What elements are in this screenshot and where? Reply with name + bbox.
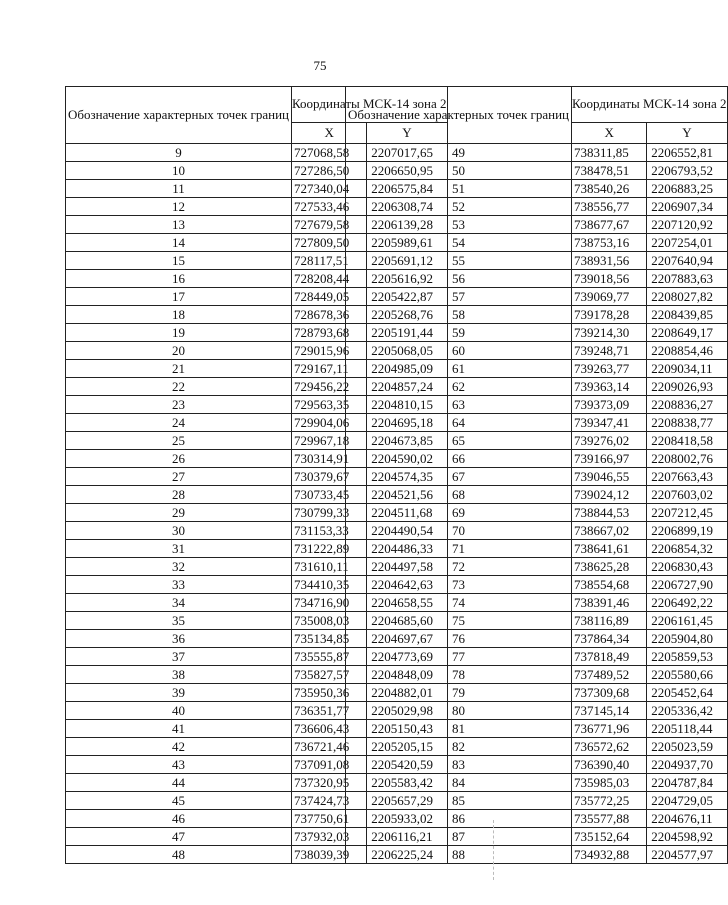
point-number-cell: 69 <box>346 504 572 522</box>
point-number-cell: 41 <box>66 720 292 738</box>
x-coordinate-cell: 737932,03 <box>292 828 367 846</box>
y-coordinate-cell: 2206830,43 <box>647 558 727 576</box>
y-coordinate-cell: 2205150,43 <box>367 720 447 738</box>
point-number-cell: 26 <box>66 450 292 468</box>
header-coords-label: Координаты МСК-14 зона 2 <box>572 87 728 123</box>
y-coordinate-cell: 2205989,61 <box>367 234 447 252</box>
point-number-cell: 25 <box>66 432 292 450</box>
x-coordinate-cell: 738625,28 <box>572 558 647 576</box>
x-coordinate-cell: 730799,33 <box>292 504 367 522</box>
x-coordinate-cell: 729167,11 <box>292 360 367 378</box>
point-number-cell: 29 <box>66 504 292 522</box>
table-row <box>346 828 728 846</box>
x-coordinate-cell: 738677,67 <box>572 216 647 234</box>
y-coordinate-cell: 2206907,34 <box>647 198 727 216</box>
x-coordinate-cell: 735152,64 <box>572 828 647 846</box>
point-number-cell: 50 <box>346 162 572 180</box>
y-coordinate-cell: 2205904,80 <box>647 630 727 648</box>
table-row <box>346 576 728 594</box>
point-number-cell: 48 <box>66 846 292 864</box>
table-row <box>346 450 728 468</box>
y-coordinate-cell: 2204685,60 <box>367 612 447 630</box>
x-coordinate-cell: 734932,88 <box>572 846 647 864</box>
y-coordinate-cell: 2204787,84 <box>647 774 727 792</box>
y-coordinate-cell: 2207883,63 <box>647 270 727 288</box>
table-row <box>346 522 728 540</box>
table-row <box>346 558 728 576</box>
header-point-label: Обозначение характерных точек границ <box>346 87 572 144</box>
y-coordinate-cell: 2206116,21 <box>367 828 447 846</box>
x-coordinate-cell: 729967,18 <box>292 432 367 450</box>
point-number-cell: 28 <box>66 486 292 504</box>
point-number-cell: 86 <box>346 810 572 828</box>
y-coordinate-cell: 2205691,12 <box>367 252 447 270</box>
point-number-cell: 77 <box>346 648 572 666</box>
y-coordinate-cell: 2204697,67 <box>367 630 447 648</box>
y-coordinate-cell: 2205859,53 <box>647 648 727 666</box>
header-x-label: X <box>572 122 647 143</box>
x-coordinate-cell: 737309,68 <box>572 684 647 702</box>
y-coordinate-cell: 2204673,85 <box>367 432 447 450</box>
y-coordinate-cell: 2204574,35 <box>367 468 447 486</box>
y-coordinate-cell: 2209026,93 <box>647 378 727 396</box>
y-coordinate-cell: 2204773,69 <box>367 648 447 666</box>
y-coordinate-cell: 2206793,52 <box>647 162 727 180</box>
y-coordinate-cell: 2205580,66 <box>647 666 727 684</box>
x-coordinate-cell: 738556,77 <box>572 198 647 216</box>
x-coordinate-cell: 737320,95 <box>292 774 367 792</box>
x-coordinate-cell: 739024,12 <box>572 486 647 504</box>
x-coordinate-cell: 730314,91 <box>292 450 367 468</box>
x-coordinate-cell: 737818,49 <box>572 648 647 666</box>
table-row <box>346 810 728 828</box>
table-row <box>346 846 728 864</box>
x-coordinate-cell: 738753,16 <box>572 234 647 252</box>
x-coordinate-cell: 738844,53 <box>572 504 647 522</box>
point-number-cell: 51 <box>346 180 572 198</box>
y-coordinate-cell: 2204642,63 <box>367 576 447 594</box>
point-number-cell: 73 <box>346 576 572 594</box>
x-coordinate-cell: 738478,51 <box>572 162 647 180</box>
page-number: 75 <box>313 58 327 73</box>
table-row <box>346 594 728 612</box>
y-coordinate-cell: 2204658,55 <box>367 594 447 612</box>
y-coordinate-cell: 2204521,56 <box>367 486 447 504</box>
point-number-cell: 22 <box>66 378 292 396</box>
x-coordinate-cell: 735772,25 <box>572 792 647 810</box>
table-row <box>346 378 728 396</box>
header-x-label: X <box>292 122 367 143</box>
point-number-cell: 24 <box>66 414 292 432</box>
x-coordinate-cell: 739347,41 <box>572 414 647 432</box>
point-number-cell: 58 <box>346 306 572 324</box>
point-number-cell: 16 <box>66 270 292 288</box>
x-coordinate-cell: 735008,03 <box>292 612 367 630</box>
y-coordinate-cell: 2204937,70 <box>647 756 727 774</box>
point-number-cell: 52 <box>346 198 572 216</box>
point-number-cell: 39 <box>66 684 292 702</box>
point-number-cell: 54 <box>346 234 572 252</box>
y-coordinate-cell: 2206650,95 <box>367 162 447 180</box>
y-coordinate-cell: 2208836,27 <box>647 396 727 414</box>
x-coordinate-cell: 739214,30 <box>572 324 647 342</box>
table-row <box>346 414 728 432</box>
y-coordinate-cell: 2207120,92 <box>647 216 727 234</box>
x-coordinate-cell: 727809,50 <box>292 234 367 252</box>
x-coordinate-cell: 736606,43 <box>292 720 367 738</box>
point-number-cell: 65 <box>346 432 572 450</box>
header-coords-label: Координаты МСК-14 зона 2 <box>292 87 448 123</box>
table-row <box>346 648 728 666</box>
x-coordinate-cell: 735950,36 <box>292 684 367 702</box>
point-number-cell: 46 <box>66 810 292 828</box>
point-number-cell: 43 <box>66 756 292 774</box>
y-coordinate-cell: 2207603,02 <box>647 486 727 504</box>
point-number-cell: 19 <box>66 324 292 342</box>
y-coordinate-cell: 2204848,09 <box>367 666 447 684</box>
point-number-cell: 12 <box>66 198 292 216</box>
table-row <box>346 540 728 558</box>
table-row <box>346 288 728 306</box>
y-coordinate-cell: 2207212,45 <box>647 504 727 522</box>
point-number-cell: 79 <box>346 684 572 702</box>
point-number-cell: 71 <box>346 540 572 558</box>
y-coordinate-cell: 2206139,28 <box>367 216 447 234</box>
table-row <box>346 180 728 198</box>
x-coordinate-cell: 735577,88 <box>572 810 647 828</box>
point-number-cell: 21 <box>66 360 292 378</box>
table-row <box>346 432 728 450</box>
point-number-cell: 30 <box>66 522 292 540</box>
point-number-cell: 23 <box>66 396 292 414</box>
point-number-cell: 74 <box>346 594 572 612</box>
x-coordinate-cell: 739276,02 <box>572 432 647 450</box>
point-number-cell: 66 <box>346 450 572 468</box>
point-number-cell: 10 <box>66 162 292 180</box>
table-row <box>346 792 728 810</box>
point-number-cell: 33 <box>66 576 292 594</box>
point-number-cell: 55 <box>346 252 572 270</box>
point-number-cell: 67 <box>346 468 572 486</box>
x-coordinate-cell: 728117,51 <box>292 252 367 270</box>
header-point-label: Обозначение характерных точек границ <box>66 87 292 144</box>
point-number-cell: 42 <box>66 738 292 756</box>
x-coordinate-cell: 739248,71 <box>572 342 647 360</box>
y-coordinate-cell: 2204598,92 <box>647 828 727 846</box>
x-coordinate-cell: 737424,73 <box>292 792 367 810</box>
x-coordinate-cell: 739018,56 <box>572 270 647 288</box>
x-coordinate-cell: 739373,09 <box>572 396 647 414</box>
point-number-cell: 14 <box>66 234 292 252</box>
point-number-cell: 80 <box>346 702 572 720</box>
header-y-label: Y <box>647 122 727 143</box>
x-coordinate-cell: 739166,97 <box>572 450 647 468</box>
y-coordinate-cell: 2204857,24 <box>367 378 447 396</box>
point-number-cell: 17 <box>66 288 292 306</box>
y-coordinate-cell: 2207017,65 <box>367 144 447 162</box>
table-row <box>346 306 728 324</box>
y-coordinate-cell: 2205616,92 <box>367 270 447 288</box>
x-coordinate-cell: 739363,14 <box>572 378 647 396</box>
table-row <box>346 486 728 504</box>
point-number-cell: 53 <box>346 216 572 234</box>
y-coordinate-cell: 2208002,76 <box>647 450 727 468</box>
table-row <box>346 198 728 216</box>
x-coordinate-cell: 738641,61 <box>572 540 647 558</box>
y-coordinate-cell: 2205452,64 <box>647 684 727 702</box>
point-number-cell: 44 <box>66 774 292 792</box>
point-number-cell: 88 <box>346 846 572 864</box>
table-row <box>346 720 728 738</box>
y-coordinate-cell: 2207663,43 <box>647 468 727 486</box>
x-coordinate-cell: 739069,77 <box>572 288 647 306</box>
x-coordinate-cell: 735827,57 <box>292 666 367 684</box>
x-coordinate-cell: 736721,46 <box>292 738 367 756</box>
point-number-cell: 47 <box>66 828 292 846</box>
table-row <box>346 630 728 648</box>
y-coordinate-cell: 2206225,24 <box>367 846 447 864</box>
y-coordinate-cell: 2205657,29 <box>367 792 447 810</box>
point-number-cell: 84 <box>346 774 572 792</box>
x-coordinate-cell: 731153,33 <box>292 522 367 540</box>
x-coordinate-cell: 738540,26 <box>572 180 647 198</box>
y-coordinate-cell: 2204985,09 <box>367 360 447 378</box>
y-coordinate-cell: 2204577,97 <box>647 846 727 864</box>
point-number-cell: 78 <box>346 666 572 684</box>
y-coordinate-cell: 2208439,85 <box>647 306 727 324</box>
y-coordinate-cell: 2207640,94 <box>647 252 727 270</box>
coordinates-table-right <box>345 86 728 864</box>
y-coordinate-cell: 2204590,02 <box>367 450 447 468</box>
y-coordinate-cell: 2208838,77 <box>647 414 727 432</box>
y-coordinate-cell: 2204695,18 <box>367 414 447 432</box>
point-number-cell: 59 <box>346 324 572 342</box>
x-coordinate-cell: 737091,08 <box>292 756 367 774</box>
table-row <box>346 612 728 630</box>
table-row <box>346 342 728 360</box>
x-coordinate-cell: 738311,85 <box>572 144 647 162</box>
y-coordinate-cell: 2208027,82 <box>647 288 727 306</box>
x-coordinate-cell: 735985,03 <box>572 774 647 792</box>
point-number-cell: 11 <box>66 180 292 198</box>
point-number-cell: 40 <box>66 702 292 720</box>
x-coordinate-cell: 729563,35 <box>292 396 367 414</box>
y-coordinate-cell: 2208649,17 <box>647 324 727 342</box>
point-number-cell: 61 <box>346 360 572 378</box>
y-coordinate-cell: 2207254,01 <box>647 234 727 252</box>
table-row <box>346 360 728 378</box>
table-row <box>346 324 728 342</box>
point-number-cell: 13 <box>66 216 292 234</box>
point-number-cell: 15 <box>66 252 292 270</box>
x-coordinate-cell: 730733,45 <box>292 486 367 504</box>
x-coordinate-cell: 738554,68 <box>572 576 647 594</box>
x-coordinate-cell: 727286,50 <box>292 162 367 180</box>
point-number-cell: 68 <box>346 486 572 504</box>
point-number-cell: 81 <box>346 720 572 738</box>
table-row <box>346 234 728 252</box>
table-row <box>346 774 728 792</box>
table-row <box>346 738 728 756</box>
x-coordinate-cell: 736390,40 <box>572 756 647 774</box>
x-coordinate-cell: 737750,61 <box>292 810 367 828</box>
y-coordinate-cell: 2204810,15 <box>367 396 447 414</box>
y-coordinate-cell: 2206899,19 <box>647 522 727 540</box>
y-coordinate-cell: 2205336,42 <box>647 702 727 720</box>
table-row <box>346 144 728 162</box>
point-number-cell: 64 <box>346 414 572 432</box>
point-number-cell: 20 <box>66 342 292 360</box>
x-coordinate-cell: 736351,77 <box>292 702 367 720</box>
point-number-cell: 57 <box>346 288 572 306</box>
y-coordinate-cell: 2208418,58 <box>647 432 727 450</box>
header-y-label: Y <box>367 122 447 143</box>
y-coordinate-cell: 2205583,42 <box>367 774 447 792</box>
x-coordinate-cell: 738667,02 <box>572 522 647 540</box>
table-row <box>346 702 728 720</box>
point-number-cell: 49 <box>346 144 572 162</box>
point-number-cell: 63 <box>346 396 572 414</box>
point-number-cell: 36 <box>66 630 292 648</box>
point-number-cell: 76 <box>346 630 572 648</box>
y-coordinate-cell: 2206161,45 <box>647 612 727 630</box>
x-coordinate-cell: 730379,67 <box>292 468 367 486</box>
point-number-cell: 32 <box>66 558 292 576</box>
y-coordinate-cell: 2206575,84 <box>367 180 447 198</box>
point-number-cell: 56 <box>346 270 572 288</box>
x-coordinate-cell: 738116,89 <box>572 612 647 630</box>
x-coordinate-cell: 735134,85 <box>292 630 367 648</box>
y-coordinate-cell: 2206552,81 <box>647 144 727 162</box>
y-coordinate-cell: 2205118,44 <box>647 720 727 738</box>
x-coordinate-cell: 727340,04 <box>292 180 367 198</box>
x-coordinate-cell: 728449,05 <box>292 288 367 306</box>
point-number-cell: 72 <box>346 558 572 576</box>
y-coordinate-cell: 2205933,02 <box>367 810 447 828</box>
table-row <box>346 468 728 486</box>
x-coordinate-cell: 736572,62 <box>572 738 647 756</box>
scan-artifact-line <box>493 820 495 880</box>
x-coordinate-cell: 729015,96 <box>292 342 367 360</box>
point-number-cell: 35 <box>66 612 292 630</box>
y-coordinate-cell: 2204882,01 <box>367 684 447 702</box>
point-number-cell: 27 <box>66 468 292 486</box>
x-coordinate-cell: 727679,58 <box>292 216 367 234</box>
point-number-cell: 83 <box>346 756 572 774</box>
y-coordinate-cell: 2205268,76 <box>367 306 447 324</box>
table-row <box>346 162 728 180</box>
y-coordinate-cell: 2204490,54 <box>367 522 447 540</box>
y-coordinate-cell: 2205422,87 <box>367 288 447 306</box>
y-coordinate-cell: 2205420,59 <box>367 756 447 774</box>
table-row <box>346 504 728 522</box>
table-row <box>346 396 728 414</box>
point-number-cell: 34 <box>66 594 292 612</box>
y-coordinate-cell: 2205205,15 <box>367 738 447 756</box>
y-coordinate-cell: 2206492,22 <box>647 594 727 612</box>
x-coordinate-cell: 728208,44 <box>292 270 367 288</box>
point-number-cell: 38 <box>66 666 292 684</box>
y-coordinate-cell: 2204511,68 <box>367 504 447 522</box>
y-coordinate-cell: 2206727,90 <box>647 576 727 594</box>
y-coordinate-cell: 2204729,05 <box>647 792 727 810</box>
point-number-cell: 37 <box>66 648 292 666</box>
point-number-cell: 31 <box>66 540 292 558</box>
x-coordinate-cell: 728678,36 <box>292 306 367 324</box>
y-coordinate-cell: 2204486,33 <box>367 540 447 558</box>
point-number-cell: 45 <box>66 792 292 810</box>
table-row <box>346 252 728 270</box>
y-coordinate-cell: 2206308,74 <box>367 198 447 216</box>
x-coordinate-cell: 727068,58 <box>292 144 367 162</box>
x-coordinate-cell: 738039,39 <box>292 846 367 864</box>
x-coordinate-cell: 729904,06 <box>292 414 367 432</box>
x-coordinate-cell: 737145,14 <box>572 702 647 720</box>
table-row <box>346 684 728 702</box>
point-number-cell: 70 <box>346 522 572 540</box>
point-number-cell: 85 <box>346 792 572 810</box>
x-coordinate-cell: 738931,56 <box>572 252 647 270</box>
x-coordinate-cell: 739178,28 <box>572 306 647 324</box>
point-number-cell: 60 <box>346 342 572 360</box>
x-coordinate-cell: 728793,68 <box>292 324 367 342</box>
point-number-cell: 62 <box>346 378 572 396</box>
x-coordinate-cell: 727533,46 <box>292 198 367 216</box>
y-coordinate-cell: 2205029,98 <box>367 702 447 720</box>
x-coordinate-cell: 739263,77 <box>572 360 647 378</box>
point-number-cell: 87 <box>346 828 572 846</box>
y-coordinate-cell: 2208854,46 <box>647 342 727 360</box>
table-row <box>346 756 728 774</box>
x-coordinate-cell: 739046,55 <box>572 468 647 486</box>
x-coordinate-cell: 735555,87 <box>292 648 367 666</box>
point-number-cell: 82 <box>346 738 572 756</box>
y-coordinate-cell: 2206854,32 <box>647 540 727 558</box>
table-row <box>346 666 728 684</box>
point-number-cell: 9 <box>66 144 292 162</box>
x-coordinate-cell: 737489,52 <box>572 666 647 684</box>
table-row <box>346 270 728 288</box>
x-coordinate-cell: 734716,90 <box>292 594 367 612</box>
x-coordinate-cell: 731610,11 <box>292 558 367 576</box>
y-coordinate-cell: 2205023,59 <box>647 738 727 756</box>
y-coordinate-cell: 2204497,58 <box>367 558 447 576</box>
x-coordinate-cell: 734410,35 <box>292 576 367 594</box>
table-row <box>346 216 728 234</box>
y-coordinate-cell: 2205068,05 <box>367 342 447 360</box>
y-coordinate-cell: 2204676,11 <box>647 810 727 828</box>
table-body-right <box>346 144 728 864</box>
x-coordinate-cell: 737864,34 <box>572 630 647 648</box>
point-number-cell: 75 <box>346 612 572 630</box>
y-coordinate-cell: 2205191,44 <box>367 324 447 342</box>
x-coordinate-cell: 736771,96 <box>572 720 647 738</box>
point-number-cell: 18 <box>66 306 292 324</box>
x-coordinate-cell: 729456,22 <box>292 378 367 396</box>
y-coordinate-cell: 2206883,25 <box>647 180 727 198</box>
y-coordinate-cell: 2209034,11 <box>647 360 727 378</box>
x-coordinate-cell: 738391,46 <box>572 594 647 612</box>
x-coordinate-cell: 731222,89 <box>292 540 367 558</box>
